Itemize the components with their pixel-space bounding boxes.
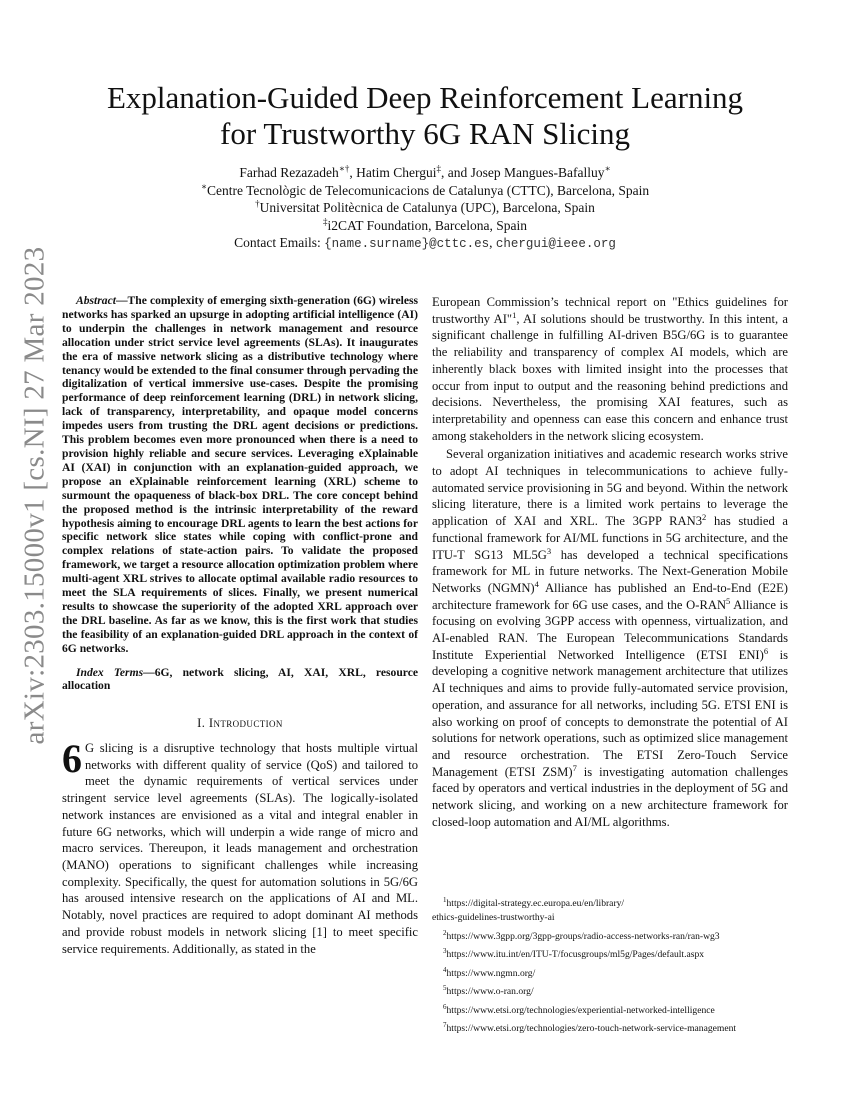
footnote-1[interactable] (432, 893, 788, 911)
paragraph-text: Alliance is focusing on evolving 3GPP access with openness, virtualization, and AI-enabled RAN. The European Telecommunications Standards Institute Experiential Networked Intelligence (ETSI ENI) (432, 597, 788, 662)
footnote-url[interactable]: https://www.etsi.org/technologies/zero-touch-network-service-management (446, 1023, 737, 1035)
footnote-mark: 5 (443, 984, 447, 993)
affiliation-text: i2CAT Foundation, Barcelona, Spain (327, 217, 528, 233)
arxiv-identifier: arXiv:2303.15000v1 [cs.NI] 27 Mar 2023 (18, 246, 51, 744)
contact-emails (60, 234, 790, 254)
right-column (432, 294, 788, 831)
footnote-7[interactable] (432, 1018, 788, 1036)
author-block (60, 164, 790, 254)
paragraph-text: European Commission’s technical report on "Ethics guidelines for trustworthy AI" (432, 295, 788, 326)
paragraph-text: is developing a cognitive network management architecture that utilizes AI techniques and aims to provide fully-automated service provision, operation, and assurance for all networks, including 5G. ETSI ENI is also working on proof of concepts to demonstrate the potential of AI solutions for network operations, such as optimized slice management and resource orchestration. The ETSI Zero-Touch Service Management (ETSI ZSM) (432, 647, 788, 779)
footnote-url[interactable]: https://www.3gpp.org/3gpp-groups/radio-access-networks-ran/ran-wg3 (446, 930, 720, 942)
intro-paragraph-2 (432, 294, 788, 444)
author-2-marks: ‡ (436, 163, 441, 174)
index-terms (62, 666, 418, 694)
paragraph-text: has studied a functional framework for AI/ML functions in 5G architecture, and the ITU-T SG13 ML5G (432, 514, 788, 562)
paragraph-text: Several organization initiatives and academic research works strive to adopt AI techniques in telecommunications to achieve fully-automated service provisioning in 5G and beyond. Within the network slicing literature, there is a limited work pertains to leverage the application of XAI and XRL. The 3GPP RAN3 (432, 447, 788, 529)
footnote-url[interactable]: https://www.ngmn.org/ (446, 967, 536, 979)
author-2: Hatim Chergui (356, 165, 437, 180)
footnote-ref-7[interactable]: 7 (572, 762, 577, 773)
author-1: Farhad Rezazadeh (239, 165, 339, 180)
footnote-url[interactable]: ethics-guidelines-trustworthy-ai (432, 912, 555, 924)
author-separator: , (349, 165, 357, 180)
footnote-ref-1[interactable]: 1 (512, 309, 517, 320)
affiliation-text: Universitat Politècnica de Catalunya (UPC), Barcelona, Spain (259, 200, 595, 215)
contact-label: Contact Emails: (234, 235, 325, 250)
footnote-url[interactable]: https://digital-strategy.ec.europa.eu/en/library/ (446, 898, 625, 910)
title-line-2: for Trustworthy 6G RAN Slicing (220, 116, 630, 151)
title-line-1: Explanation-Guided Deep Reinforcement Learning (106, 80, 744, 115)
email-separator: , (489, 235, 496, 250)
abstract-text: —The complexity of emerging sixth-generation (6G) wireless networks has sparked an upsurge in adopting artificial intelligence (AI) to underpin the challenges in network management and resource allocation under strict service level agreements (SLAs). It inaugurates the era of massive network slicing as a distributive technology where tenancy would be extended to the final consumer through pervading the digitalization of vertical immersive use-cases. Despite the promising performance of deep reinforcement learning (DRL) in network slicing, lack of transparency, interpretability, and opaque model concerns impedes users from trusting the DRL agent decisions or predictions. This problem becomes even more pronounced when there is a need to provision highly reliable and secure services. Leveraging eXplainable AI (XAI) in conjunction with an explanation-guided approach, we propose an eXplainable reinforcement learning (XRL) scheme to surmount the opaqueness of black-box DRL. The core concept behind the proposed method is the intrinsic interpretability of the reward hypothesis aiming to encourage DRL agents to learn the best actions for specific network slice states while coping with conflict-prone and complex relations of state-action pairs. To validate the proposed framework, we target a resource allocation optimization problem where multi-agent XRL strives to allocate optimal available radio resources to meet the SLA requirements of slices. Finally, we present numerical results to showcase the superiority of the adopted XRL approach over the DRL baseline. As far as we know, this is the first work that studies the feasibility of an explanation-guided DRL approach in the context of 6G networks. (62, 294, 418, 655)
footnote-3[interactable] (432, 944, 788, 962)
footnote-ref-6[interactable]: 6 (763, 645, 769, 656)
email-1[interactable]: {name.surname}@cttc.es (324, 237, 490, 251)
intro-paragraph-1-text: G slicing is a disruptive technology that hosts multiple virtual networks with different quality of service (QoS) and tailored to meet the dynamic requirements of vertical services under stringent service level agreements (SLAs). The logically-isolated network instances are envisioned as a vital and integral enabler in future 6G networks, which will underpin a wide range of micro and macro services. Thereupon, it leads management and orchestration (MANO) operations to significant challenges while increasing complexity. Specifically, the quest for automation solutions in 5G/6G has aroused intensive research on the applications of AI and ML. Notably, novel practices are required to adopt dominant AI methods and provide robust models in network slicing [1] to meet specific service requirements. Additionally, as stated in the (62, 741, 418, 956)
footnote-1-continued[interactable] (432, 911, 788, 925)
email-2[interactable]: chergui@ieee.org (495, 237, 616, 251)
footnote-mark: 7 (443, 1021, 447, 1030)
paper-title (60, 80, 790, 152)
footnote-ref-2[interactable]: 2 (702, 511, 707, 522)
index-terms-text: —6G, network slicing, AI, XAI, XRL, resource allocation (62, 665, 418, 693)
abstract (62, 294, 418, 656)
footnote-url[interactable]: https://www.itu.int/en/ITU-T/focusgroups/ml5g/Pages/default.aspx (446, 949, 705, 961)
author-1-marks: ∗† (338, 163, 350, 174)
section-title: Introduction (208, 716, 283, 731)
paragraph-text: has developed a technical specifications framework for ML in future networks. The Next-Generation Mobile Networks (NGMN) (432, 547, 789, 595)
affiliation-mark: ‡ (322, 216, 328, 226)
footnote-5[interactable] (432, 981, 788, 999)
footnote-url[interactable]: https://www.o-ran.org/ (446, 986, 534, 998)
paragraph-text: , AI solutions should be trustworthy. In this intent, a significant challenge in fulfilling AI-driven B5G/6G is to guarantee the reliability and transparency of complex AI models, which are inherently black boxes with limited insight into the processes that occur from input to output and the reasoning behind predictions and decisions. Nevertheless, the promising XAI features, such as interpretability and openness can ease this concern and enhance trust among stakeholders in the network slicing ecosystem. (432, 311, 788, 443)
intro-paragraph-1 (62, 736, 418, 957)
footnote-mark: 1 (443, 896, 447, 904)
paragraph-text: Alliance has published an End-to-End (E2E) architecture framework for 6G use cases, and the O-RAN (432, 580, 788, 612)
footnote-ref-5[interactable]: 5 (726, 595, 731, 606)
affiliation-2 (60, 199, 790, 217)
footnotes (432, 893, 788, 1037)
author-separator: , and (440, 165, 471, 180)
arxiv-stamp (10, 246, 60, 744)
footnote-ref-4[interactable]: 4 (534, 578, 539, 589)
affiliation-3 (60, 217, 790, 235)
footnote-mark: 3 (443, 947, 447, 956)
footnote-2[interactable] (432, 926, 788, 944)
intro-paragraph-3 (432, 446, 788, 830)
author-3-marks: ∗ (604, 163, 611, 174)
section-numeral: I. (197, 716, 209, 731)
footnote-url[interactable]: https://www.etsi.org/technologies/experiential-networked-intelligence (446, 1004, 715, 1016)
paragraph-text: is investigating automation challenges faced by operators and vertical industries in the deployment of 5G and network slicing, and working on a new architecture framework for closed-loop automation and AI/ML algorithms. (432, 764, 788, 829)
footnote-mark: 6 (443, 1002, 447, 1011)
footnote-mark: 2 (443, 928, 447, 937)
affiliation-text: Centre Tecnològic de Telecomunicacions de Catalunya (CTTC), Barcelona, Spain (206, 182, 650, 198)
affiliation-mark: † (255, 198, 260, 209)
author-names (60, 164, 790, 182)
affiliation-mark: ∗ (200, 181, 207, 191)
footnote-4[interactable] (432, 963, 788, 981)
footnote-6[interactable] (432, 1000, 788, 1018)
section-heading-introduction (62, 715, 418, 732)
abstract-lead: Abstract (76, 294, 116, 307)
footnote-mark: 4 (443, 965, 447, 974)
affiliation-1 (60, 182, 790, 200)
footnote-ref-3[interactable]: 3 (546, 545, 552, 556)
drop-cap: 6 (62, 736, 82, 782)
left-column (62, 294, 418, 957)
index-terms-lead: Index Terms (76, 665, 144, 679)
author-3: Josep Mangues-Bafalluy (470, 165, 605, 180)
